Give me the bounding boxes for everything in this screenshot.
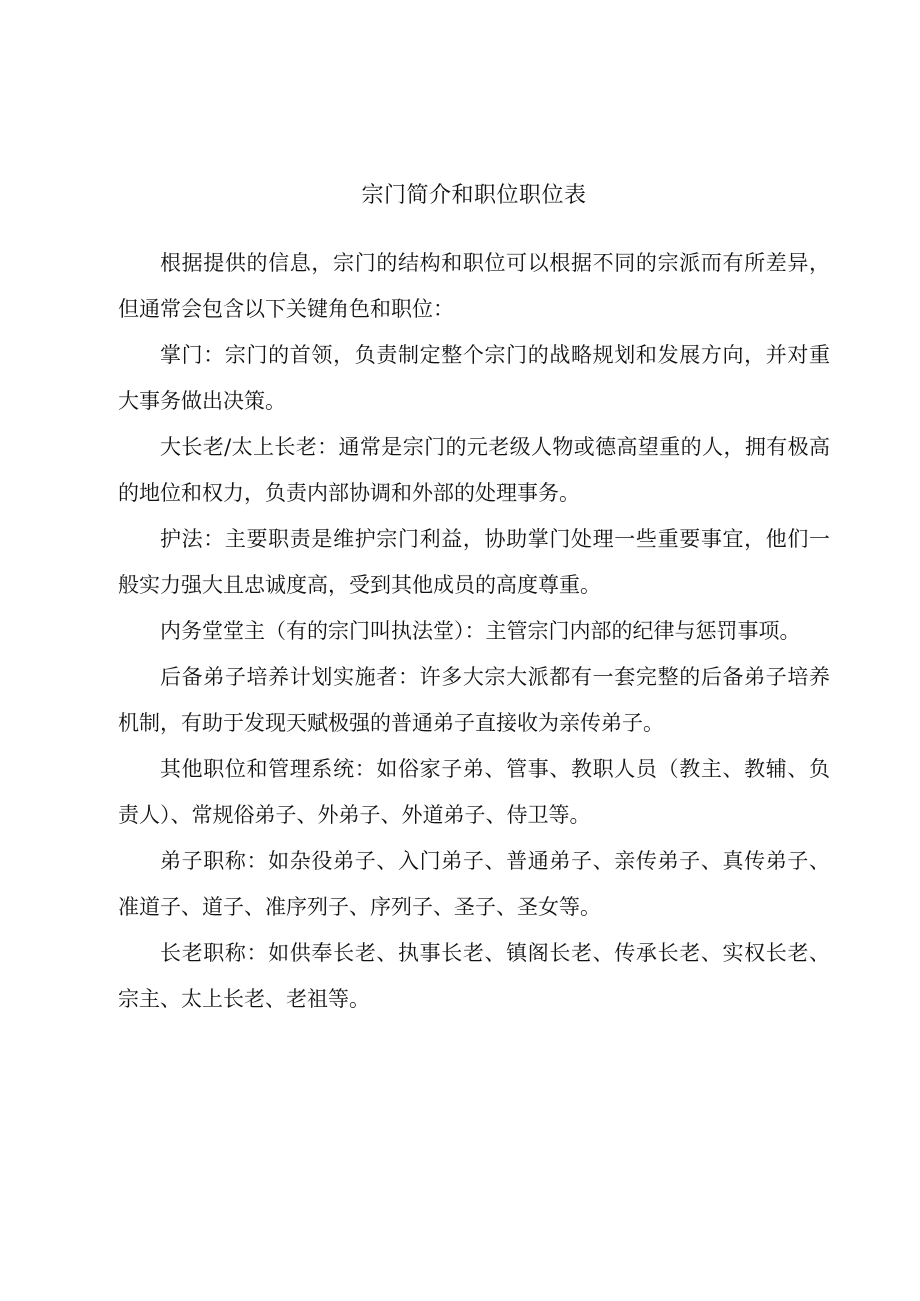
paragraph-neiwutang: 内务堂堂主（有的宗门叫执法堂）：主管宗门内部的纪律与惩罚事项。 (160, 619, 801, 643)
document-title: 宗门简介和职位职位表 (361, 183, 587, 208)
paragraph-disciple-titles: 弟子职称：如杂役弟子、入门弟子、普通弟子、亲传弟子、真传弟子、准道子、道子、准序列子、序列子、圣子、圣女等。 (118, 849, 830, 919)
paragraph-elder-titles: 长老职称：如供奉长老、执事长老、镇阁长老、传承长老、实权长老、宗主、太上长老、老祖等。 (118, 941, 830, 1011)
paragraph-reserve-disciples: 后备弟子培养计划实施者：许多大宗大派都有一套完整的后备弟子培养机制，有助于发现天赋极强的普通弟子直接收为亲传弟子。 (118, 665, 830, 735)
paragraph-hufa: 护法：主要职责是维护宗门利益，协助掌门处理一些重要事宜，他们一般实力强大且忠诚度高，受到其他成员的高度尊重。 (118, 527, 830, 597)
paragraph-other-positions: 其他职位和管理系统：如俗家子弟、管事、教职人员（教主、教辅、负责人）、常规俗弟子、外弟子、外道弟子、侍卫等。 (118, 757, 830, 827)
paragraph-intro: 根据提供的信息，宗门的结构和职位可以根据不同的宗派而有所差异，但通常会包含以下关键角色和职位： (118, 251, 830, 321)
paragraph-elder: 大长老/太上长老：通常是宗门的元老级人物或德高望重的人，拥有极高的地位和权力，负责内部协调和外部的处理事务。 (118, 435, 830, 505)
paragraph-zhangmen: 掌门：宗门的首领，负责制定整个宗门的战略规划和发展方向，并对重大事务做出决策。 (118, 343, 830, 413)
document-page (118, 178, 830, 1022)
